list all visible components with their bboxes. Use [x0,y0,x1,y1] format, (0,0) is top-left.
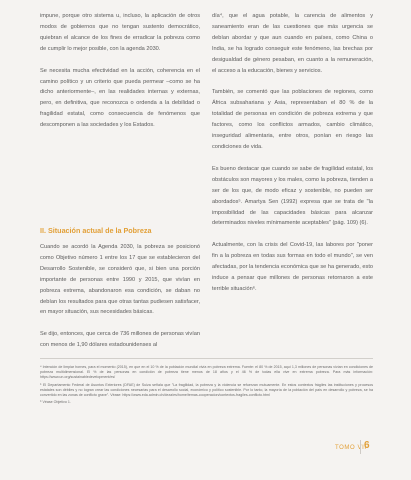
page-number: 6 [364,440,370,451]
footnote: ⁵ El Departamento Federal de Asuntos Exteriores (DFAE) de Suiza señala que "La fragilidad, la pobreza y la violencia se refuerzan mutuamente. En estos contextos frágiles las instituciones y procesos estatales son débiles y no logran crear las condiciones necesarias para el desarrollo social, económico y político sostenible. Por lo tanto, la mayoría de la población del país en desarrollo y pobreza, se ha convertido en las zonas de conflicto grave". Véase: https://www.eda.admin.ch/deza/es/home/temas-cooperacion/contextos-fragiles-conflicto.html [40,382,373,397]
left-column-bottom [40,242,200,351]
paragraph: Cuando se acordó la Agenda 2030, la pobreza se posicionó como Objetivo número 1 entre los 17 que se establecieron del Desarrollo Sostenible, se consideró que, si bien una porción importante de personas entre 1990 y 2015, que vivían en pobreza extrema, abandonaron esa condición, se daban no debían los resultados para que otras tantas pudiesen satisfacer, en mayor situación, sus necesidades básicas. [40,244,200,316]
footnote: ⁴ Intención de limpiar hornes, para el momento (2015), en que en el 10 % de la población mundial vivía en pobreza extrema. Fuente: el 80 % de 2015, aquí 1,3 millones de personas vivían en condiciones de pobreza multidimensional. El % de las personas en condición de pobreza tiene menos de 18 años y el 46 % de todas ella vive en extrema pobreza. Para más información: https://www.un.org/sustainabledevelopment/es/ [40,365,373,379]
paragraph: Se dijo, entonces, que cerca de 736 millones de personas vivían con menos de 1,90 dólares estadounidenses al [40,331,200,349]
section-title: II. Situación actual de la Pobreza [40,226,152,235]
left-column-top [40,11,200,131]
footnote-divider [40,358,373,359]
paragraph: Actualmente, con la crisis del Covid-19, las labores por "poner fin a la pobreza en todas sus formas en todo el mundo", se ven afectadas, por la tendencia económica que se ha generado, esto induce a pensar que millones de personas retornaron a este terrible situación⁶. [212,242,373,292]
footer-divider [360,440,361,454]
footnotes [40,365,373,408]
paragraph: Se necesita mucha efectividad en la acción, coherencia en el camino político y un criterio que pueda permear –como se ha dicho anteriormente–, en las realidades internas y externas, pero, en definitiva, que reconozca o ordenda a la debilidad o fragilidad estatal, como consecuencia de fenómenos que descomponen a las sociedades y los Estados. [40,67,200,129]
volume-label: TOMO VII [335,445,367,451]
right-column [212,11,373,295]
paragraph: día⁴, que el agua potable, la carencia de alimentos y saneamiento eran de las cuestiones que más urgencia se debían abordar y que aun cuando en países, como China o India, se ha logrado conseguir este fenómeno, las brechas por desigualdad de género pesaban, en cuanto a la remuneración, el acceso a la educación, bienes y servicios. [212,13,373,74]
paragraph: impune, porque otro sistema u, incluso, la aplicación de otros modos de gobiernos que no tengan sustento democrático, quiebran el alcance de los fines de erradicar la pobreza como de cumplir lo mejor posible, con la agenda 2030. [40,13,200,52]
footnote: ⁶ Véase Objetivo 1. [40,400,71,404]
paragraph: También, se comentó que las poblaciones de regiones, como África subsahariana y Asia, representaban el 80 % de la totalidad de personas en condición de pobreza extrema y que factores, como los conflictos armados, cambio climático, inseguridad alimentaria, entre otros, ponían en riesgo las condiciones de vida. [212,89,373,150]
paragraph: Es bueno destacar que cuando se sabe de fragilidad estatal, los obstáculos son mayores y los males, como la pobreza, tienden a ser de los que, de modo eficaz y sostenible, no pueden ser abordados⁵. Amartya Sen (1992) expresa que se trata de "la imposibilidad de las capacidades básicas para alcanzar determinados niveles mínimamente aceptables" (pág. 109) (6). [212,165,373,227]
